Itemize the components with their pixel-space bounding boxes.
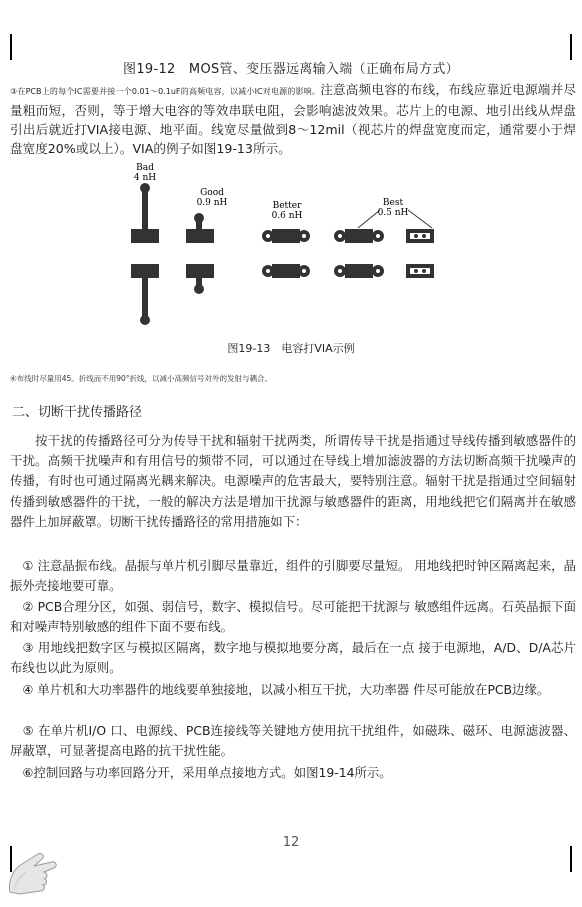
label-best: Best <box>382 198 404 208</box>
section-intro: 按干扰的传播路径可分为传导干扰和辐射干扰两类，所谓传导干扰是指通过导线传播到敏感器件的干扰。高频干扰噪声和有用信号的频带不同，可以通过在导线上增加滤波器的方法切断高频干扰噪声的传播，有时也可通过隔离光耦来解决。电源噪声的危害最大，要特别注意。辐射干扰是指通过空间辐射传播到敏感器件的干扰，一般的解决方法是增加干扰源与敏感器件的距离，用地线把它们隔离并在敏感器件上加屏蔽罩。切断干扰传播路径的常用措施如下： <box>10 433 576 529</box>
via-diagram <box>0 158 582 330</box>
better-pad-top <box>272 229 300 243</box>
bad-via-bottom <box>140 315 150 325</box>
bad-via-top <box>140 183 150 193</box>
footnote-3-lead: ③在PCB上的每个IC需要并接一个0.01～0.1uF的高频电容，以减小IC对电源的影响。 <box>10 87 321 96</box>
best-pad-1-bottom <box>345 264 373 278</box>
best-leader-right <box>408 210 432 228</box>
figure-caption-19-12: 图19-12 MOS管、变压器远离输入端（正确布局方式） <box>123 62 459 77</box>
hand-cursor-icon <box>4 840 64 900</box>
good-pad-top <box>186 229 214 243</box>
crop-mark <box>570 34 572 60</box>
label-best-value: 0.5 nH <box>377 208 409 218</box>
label-better: Better <box>272 201 302 211</box>
label-bad-value: 4 nH <box>133 173 157 183</box>
label-better-value: 0.6 nH <box>271 211 303 221</box>
good-pad-bottom <box>186 264 214 278</box>
footnote-3-body: 注意高频电容的布线，布线应靠近电源端并尽量粗而短，否则，等于增大电容的等效串联电阻，会影响滤波效果。芯片上的电源、地引出线从焊盘引出后就近打VIA接电源、地平面。线宽尽量做到8～12mil（视芯片的焊盘宽度而定，通常要小于焊盘宽度20%或以上）。VIA的例子如图19-13所示。 <box>10 82 577 156</box>
measure-item-2: ② PCB合理分区，如强、弱信号，数字、模拟信号。尽可能把干扰源与 敏感组件远离。石英晶振下面和对噪声特别敏感的组件下面不要布线。 <box>10 599 576 635</box>
measure-item-4: ④ 单片机和大功率器件的地线要单独接地，以减小相互干扰，大功率器 件尽可能放在PCB边缘。 <box>10 682 550 697</box>
best-pad-1-top <box>345 229 373 243</box>
page-number: 12 <box>282 835 300 850</box>
figure-caption-19-13: 图19-13 电容打VIA示例 <box>227 342 355 355</box>
better-pad-bottom <box>272 264 300 278</box>
bad-pad-top <box>131 229 159 243</box>
crop-mark <box>10 34 12 60</box>
label-good: Good <box>200 188 224 198</box>
measure-item-3: ③ 用地线把数字区与模拟区隔离，数字地与模拟地要分离，最后在一点 接于电源地，A/D、D/A芯片布线也以此为原则。 <box>10 640 576 676</box>
bad-pad-bottom <box>131 264 159 278</box>
best-leader-left <box>358 210 380 228</box>
section-heading: 二、切断干扰传播路径 <box>12 405 143 420</box>
good-via-bottom <box>194 284 204 294</box>
measure-item-1: ① 注意晶振布线。晶振与单片机引脚尽量靠近，组件的引脚要尽量短。 用地线把时钟区隔离起来，晶振外壳接地要可靠。 <box>10 558 576 594</box>
footnote-3-paragraph <box>10 80 576 158</box>
label-bad: Bad <box>136 163 154 173</box>
footnote-4: ④布线时尽量用45。折线而不用90°折线，以减小高频信号对外的发射与耦合。 <box>10 374 273 383</box>
measure-item-5: ⑤ 在单片机I/O 口、电源线、PCB连接线等关键地方使用抗干扰组件，如磁珠、磁环、电源滤波器、屏蔽罩，可显著提高电路的抗干扰性能。 <box>10 723 576 759</box>
via-figure <box>0 158 582 330</box>
measure-item-6: ⑥控制回路与功率回路分开，采用单点接地方式。如图19-14所示。 <box>10 765 392 780</box>
label-good-value: 0.9 nH <box>196 198 228 208</box>
